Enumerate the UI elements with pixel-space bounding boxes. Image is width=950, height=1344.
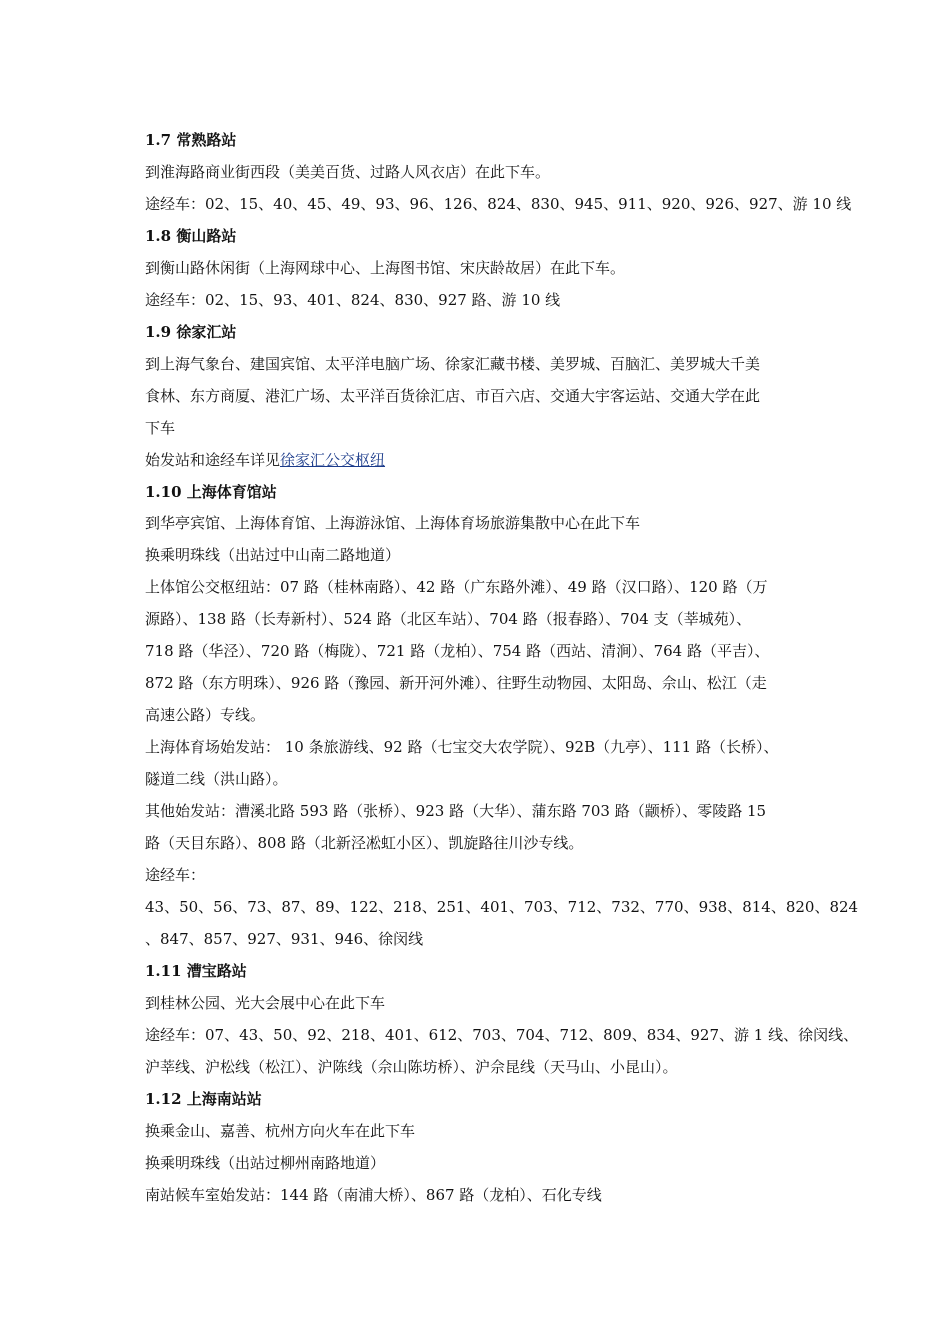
text-line: 换乘明珠线（出站过中山南二路地道） bbox=[145, 546, 401, 564]
text-line: 到上海气象台、建国宾馆、太平洋电脑广场、徐家汇藏书楼、美罗城、百脑汇、美罗城大千美 bbox=[145, 355, 761, 373]
section-heading: 1.12 上海南站站 bbox=[145, 1090, 262, 1108]
text-line-with-link bbox=[145, 450, 385, 470]
text-line: 872 路（东方明珠）、926 路（豫园、新开河外滩）、往野生动物园、太阳岛、佘山、松江（走 bbox=[145, 674, 767, 692]
text-line: 上海体育场始发站： 10 条旅游线、92 路（七宝交大农学院）、92B（九亭）、111 路（长桥）、 bbox=[145, 738, 779, 756]
text-line: 食林、东方商厦、港汇广场、太平洋百货徐汇店、市百六店、交通大宇客运站、交通大学在此 bbox=[145, 387, 761, 405]
link-prefix: 始发站和途经车详见 bbox=[145, 451, 281, 469]
text-line: 源路）、138 路（长寿新村）、524 路（北区车站）、704 路（报春路）、704 支（莘城苑）、 bbox=[145, 610, 752, 628]
text-line: 到桂林公园、光大会展中心在此下车 bbox=[145, 994, 386, 1012]
section-heading: 1.7 常熟路站 bbox=[145, 131, 237, 149]
text-line: 其他始发站：漕溪北路 593 路（张桥）、923 路（大华）、蒲东路 703 路（颛桥）、零陵路 15 bbox=[145, 802, 767, 820]
text-line: 途经车：07、43、50、92、218、401、612、703、704、712、809、834、927、游 1 线、徐闵线、 bbox=[145, 1026, 859, 1044]
text-line: 高速公路）专线。 bbox=[145, 706, 266, 724]
section-heading: 1.11 漕宝路站 bbox=[145, 962, 247, 980]
text-line: 沪莘线、沪松线（松江）、沪陈线（佘山陈坊桥）、沪佘昆线（天马山、小昆山）。 bbox=[145, 1058, 678, 1076]
text-line: 途经车：02、15、40、45、49、93、96、126、824、830、945、911、920、926、927、游 10 线 bbox=[145, 195, 852, 213]
text-line: 43、50、56、73、87、89、122、218、251、401、703、712、732、770、938、814、820、824 bbox=[145, 898, 859, 916]
text-line: 下车 bbox=[145, 419, 176, 437]
section-heading: 1.8 衡山路站 bbox=[145, 227, 237, 245]
section-heading: 1.9 徐家汇站 bbox=[145, 323, 237, 341]
text-line: 途经车： bbox=[145, 866, 206, 884]
text-line: 到华亭宾馆、上海体育馆、上海游泳馆、上海体育场旅游集散中心在此下车 bbox=[145, 514, 641, 532]
text-line: 到衡山路休闲街（上海网球中心、上海图书馆、宋庆龄故居）在此下车。 bbox=[145, 259, 626, 277]
text-line: 718 路（华泾）、720 路（梅陇）、721 路（龙柏）、754 路（西站、清涧）、764 路（平吉）、 bbox=[145, 642, 770, 660]
text-line: 隧道二线（洪山路）。 bbox=[145, 770, 288, 788]
text-line: 路（天目东路）、808 路（北新泾凇虹小区）、凯旋路往川沙专线。 bbox=[145, 834, 584, 852]
text-line: 换乘金山、嘉善、杭州方向火车在此下车 bbox=[145, 1122, 416, 1140]
text-line: 换乘明珠线（出站过柳州南路地道） bbox=[145, 1154, 386, 1172]
text-line: 南站候车室始发站：144 路（南浦大桥）、867 路（龙柏）、石化专线 bbox=[145, 1186, 602, 1204]
text-line: 上体馆公交枢纽站：07 路（桂林南路）、42 路（广东路外滩）、49 路（汉口路）、120 路（万 bbox=[145, 578, 768, 596]
text-line: 到淮海路商业街西段（美美百货、过路人风衣店）在此下车。 bbox=[145, 163, 551, 181]
text-line: 、847、857、927、931、946、徐闵线 bbox=[145, 930, 424, 948]
text-line: 途经车：02、15、93、401、824、830、927 路、游 10 线 bbox=[145, 291, 561, 309]
xujiahui-hub-link[interactable]: 徐家汇公交枢纽 bbox=[280, 451, 386, 469]
section-heading: 1.10 上海体育馆站 bbox=[145, 483, 277, 501]
